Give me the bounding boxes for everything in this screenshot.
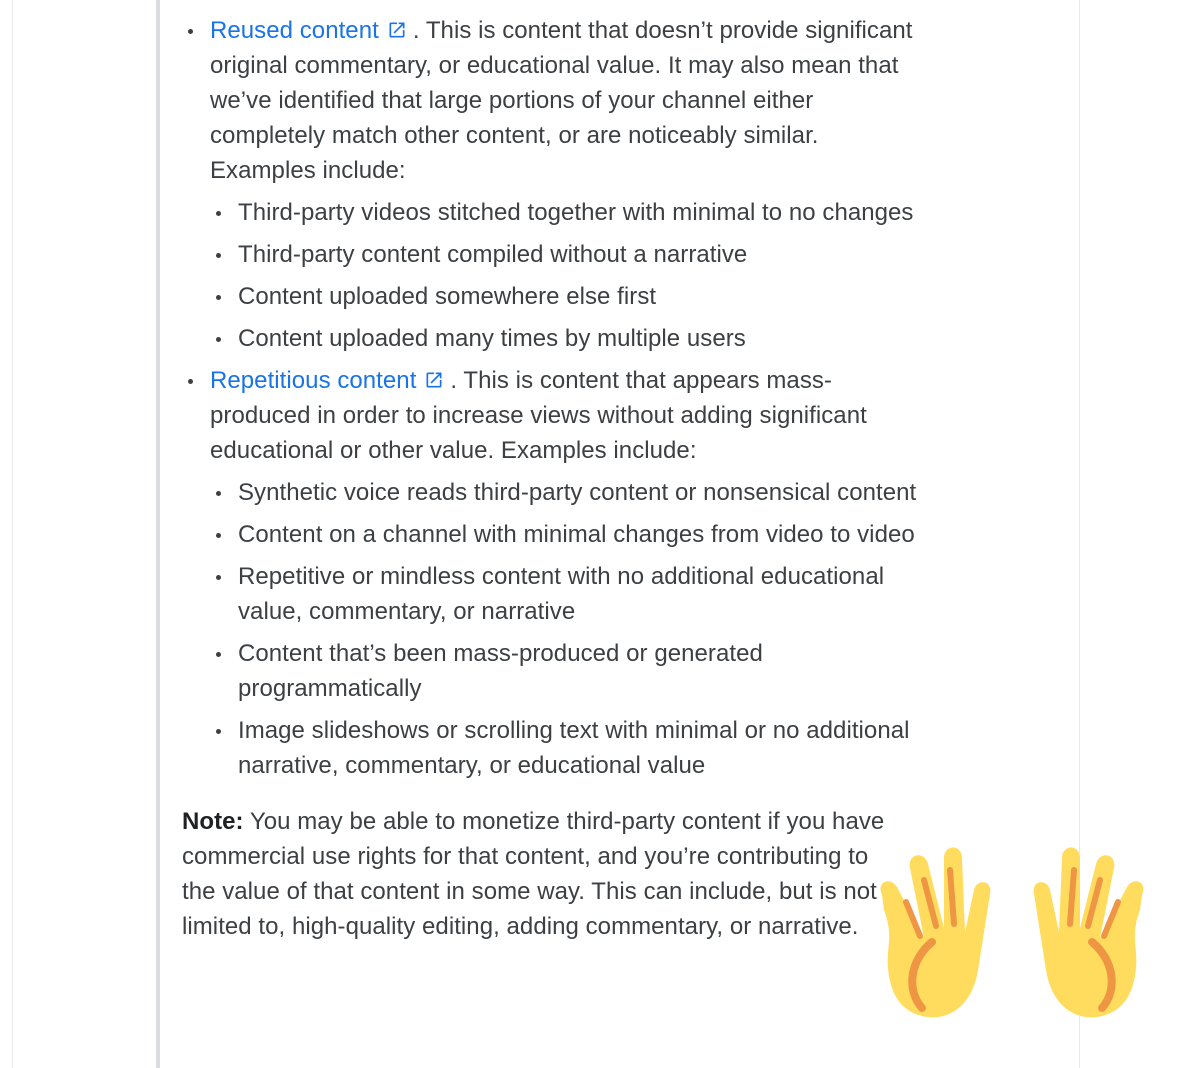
raising-hands-icon <box>862 840 1162 1030</box>
note-label: Note: <box>182 808 244 835</box>
list-item: Third-party videos stitched together with minimal to no changes <box>210 195 922 230</box>
content-types-list <box>182 13 922 783</box>
repetitious-content-description: . This is content that appears mass-produced in order to increase views without adding significant educational or other value. Examples include: <box>210 367 867 464</box>
external-link-icon[interactable] <box>387 20 407 40</box>
list-item: Content uploaded somewhere else first <box>210 279 922 314</box>
note-text: You may be able to monetize third-party content if you have commercial use rights for that content, and you’re contributing to the value of that content in some way. This can include, but is not limited to, high-quality editing, adding commentary, or narrative. <box>182 808 885 940</box>
list-item: Content uploaded many times by multiple users <box>210 321 922 356</box>
left-hand-icon <box>881 848 991 1018</box>
list-item: Image slideshows or scrolling text with minimal or no additional narrative, commentary, or educational value <box>210 713 922 783</box>
quote-bar <box>156 0 160 1068</box>
article-content <box>182 13 922 968</box>
right-hand-icon <box>1034 848 1144 1018</box>
reused-content-link-text[interactable]: Reused content <box>210 17 379 44</box>
reused-content-description: . This is content that doesn’t provide significant original commentary, or educational value. It may also mean that we’ve identified that large portions of your channel either completely match other content, or are noticeably similar. Examples include: <box>210 17 913 184</box>
repetitious-content-link[interactable] <box>210 367 450 394</box>
repetitious-examples-list <box>210 475 922 783</box>
list-item: Content that’s been mass-produced or generated programmatically <box>210 636 922 706</box>
external-link-icon[interactable] <box>424 370 444 390</box>
list-item-reused-content <box>182 13 922 356</box>
list-item: Synthetic voice reads third-party content or nonsensical content <box>210 475 922 510</box>
list-item: Repetitive or mindless content with no additional educational value, commentary, or narrative <box>210 559 922 629</box>
list-item: Content on a channel with minimal changes from video to video <box>210 517 922 552</box>
repetitious-content-link-text[interactable]: Repetitious content <box>210 367 417 394</box>
list-item-repetitious-content <box>182 363 922 783</box>
reused-examples-list <box>210 195 922 356</box>
note-paragraph <box>182 804 902 944</box>
content-border-left <box>12 0 13 1068</box>
reused-content-link[interactable] <box>210 17 413 44</box>
list-item: Third-party content compiled without a narrative <box>210 237 922 272</box>
